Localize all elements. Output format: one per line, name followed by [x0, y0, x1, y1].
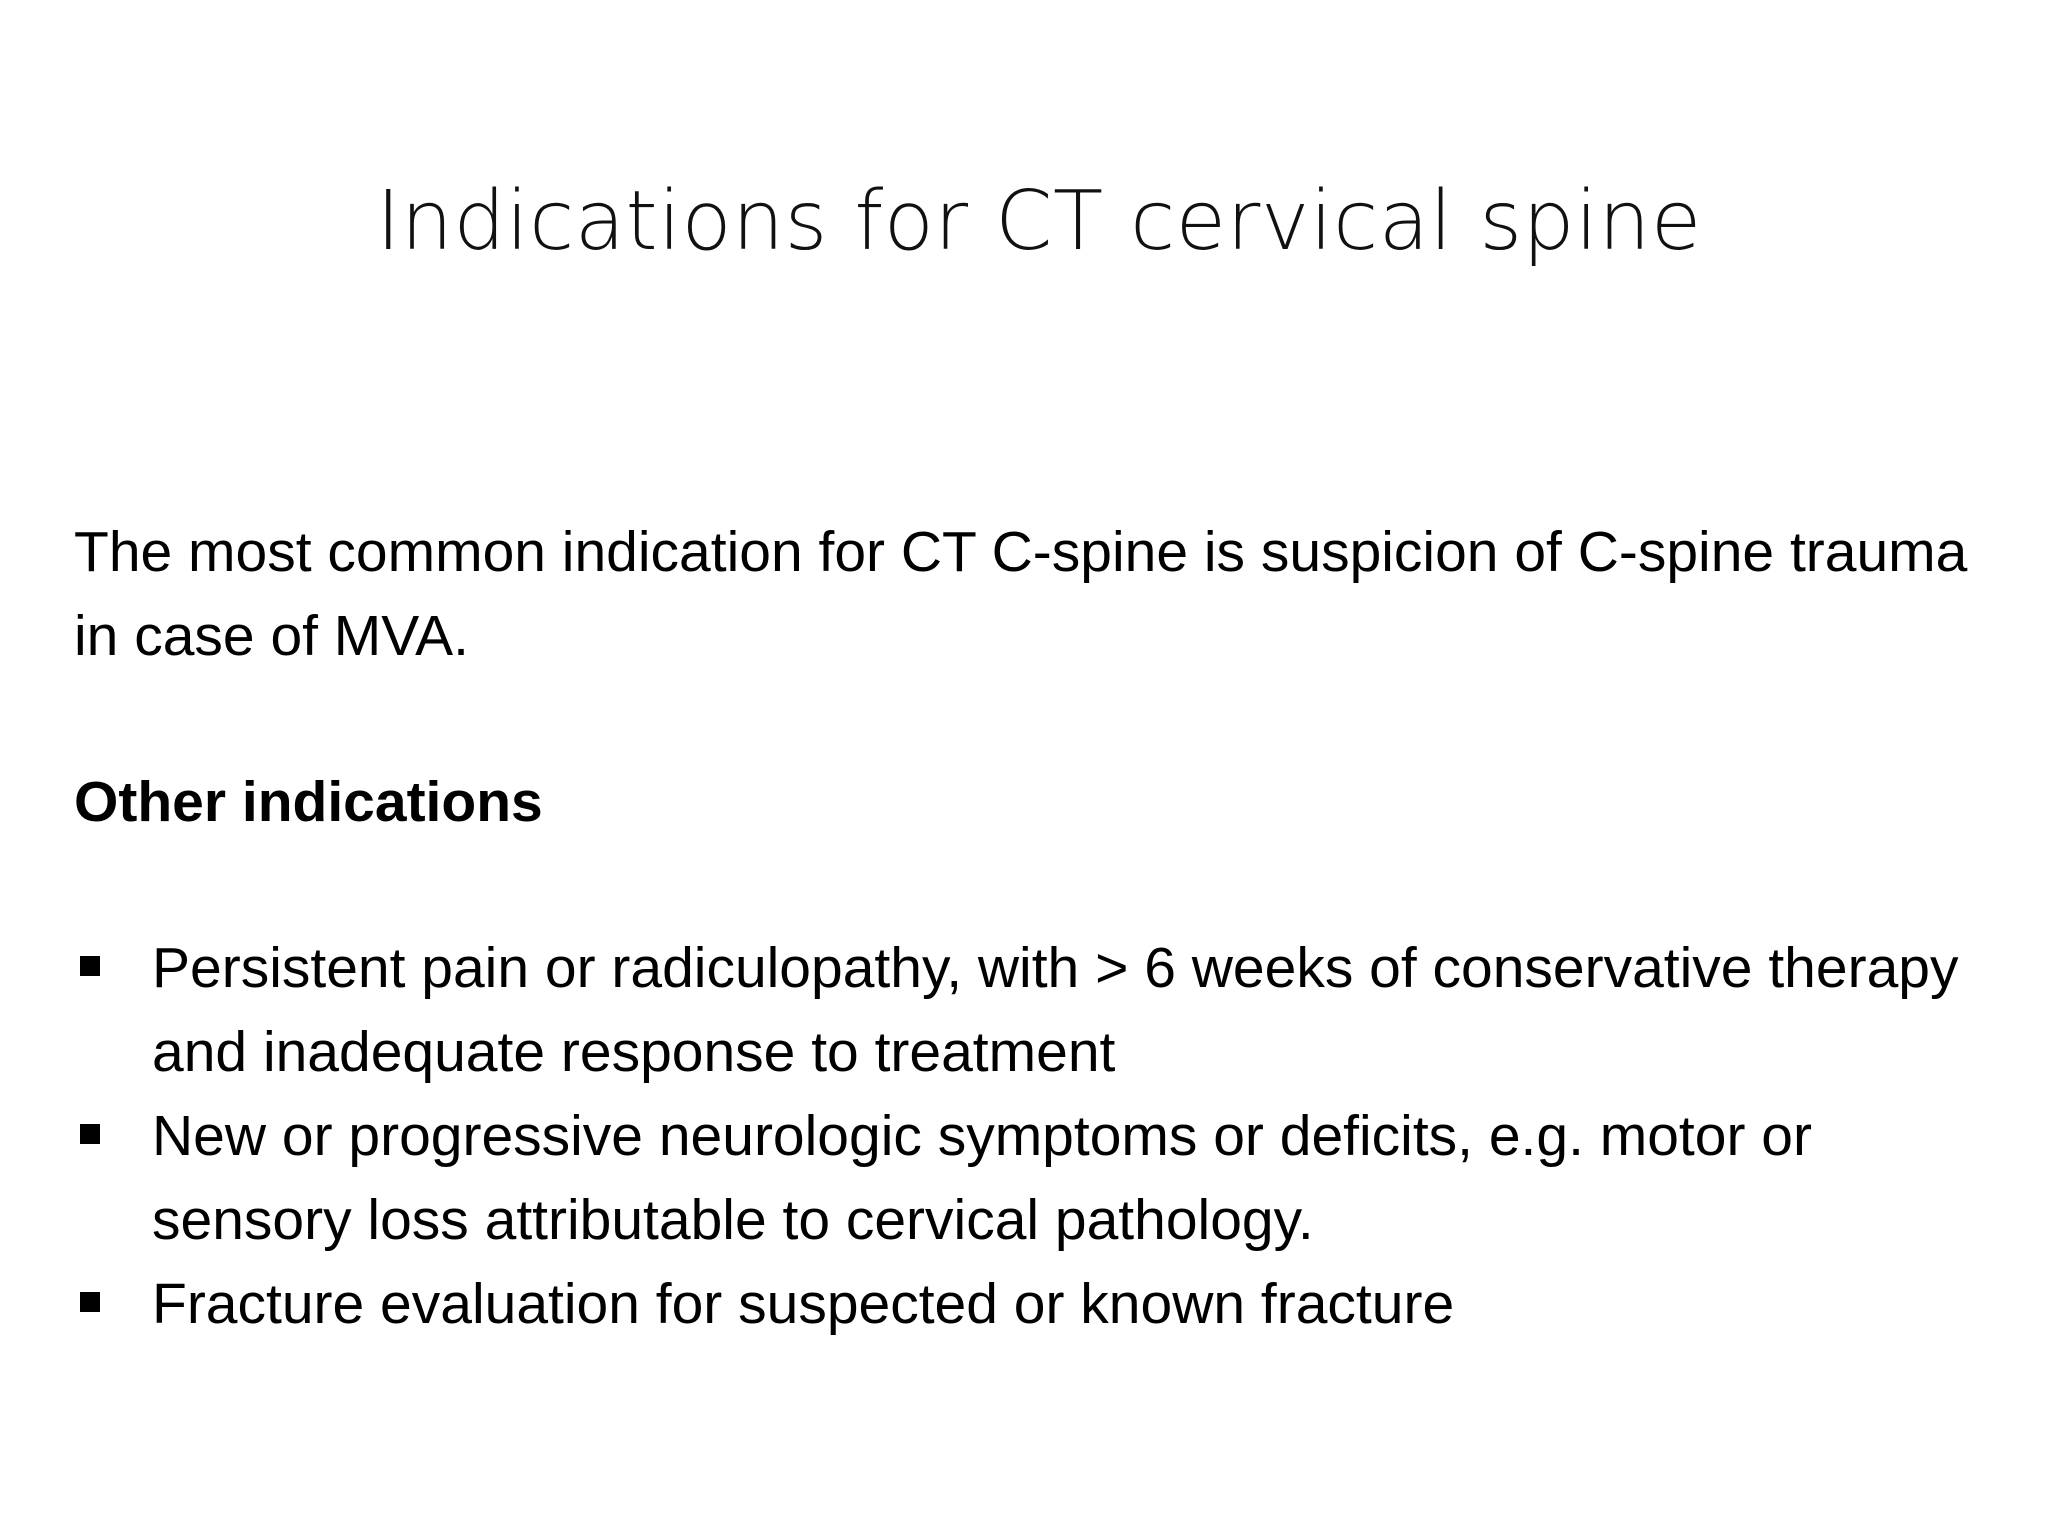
section-heading: Other indications — [74, 770, 543, 834]
square-bullet-icon — [80, 1124, 100, 1144]
list-item-text: New or progressive neurologic symptoms or deficits, e.g. motor or sensory loss attributable to cervical pathology. — [152, 1104, 1812, 1252]
square-bullet-icon — [80, 1292, 100, 1312]
slide-title: Indications for CT cervical spine — [376, 174, 1702, 269]
intro-paragraph: The most common indication for CT C-spine is suspicion of C-spine trauma in case of MVA. — [74, 520, 1968, 668]
list-item — [74, 1262, 1974, 1346]
list-item — [74, 1094, 1974, 1262]
slide-body — [74, 510, 1974, 1346]
list-item — [74, 926, 1974, 1094]
list-item-text: Persistent pain or radiculopathy, with > 6 weeks of conservative therapy and inadequate response to treatment — [152, 936, 1959, 1084]
square-bullet-icon — [80, 956, 100, 976]
list-item-text: Fracture evaluation for suspected or known fracture — [152, 1272, 1455, 1336]
indications-list — [74, 926, 1974, 1346]
